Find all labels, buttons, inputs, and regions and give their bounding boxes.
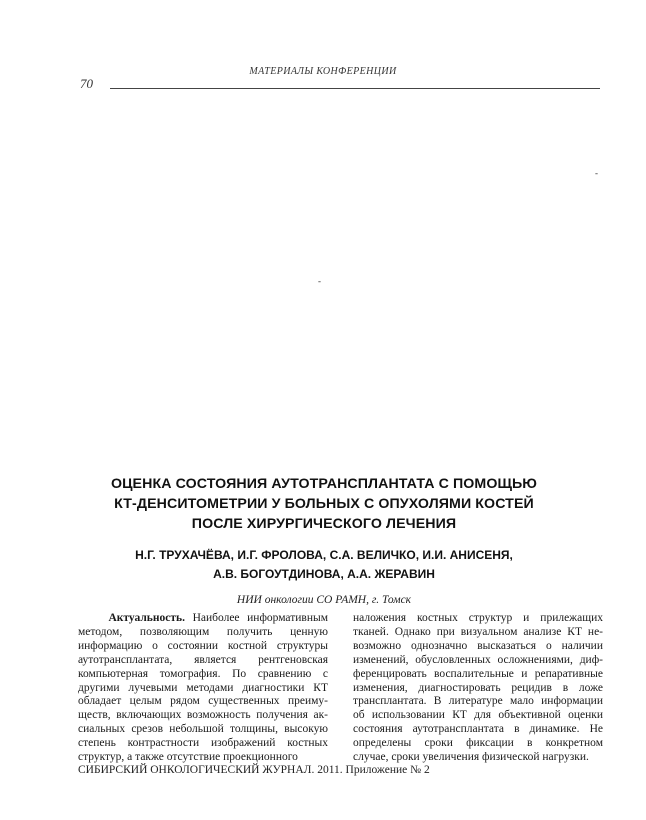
text-line: трансплантата. В литературе мало информации: [353, 695, 603, 708]
text-line: структур, а также отсутствие проекционного: [78, 751, 298, 764]
text-line: [78, 612, 328, 626]
body-column-right: [353, 612, 603, 765]
title-line: ОЦЕНКА СОСТОЯНИЯ АУТОТРАНСПЛАНТАТА С ПОМОЩЬЮ: [110, 476, 538, 492]
text-line: случае, сроки увеличения физической нагрузки.: [353, 751, 589, 764]
text-line: степень контрастности изображений костных: [78, 737, 328, 750]
article-title: [60, 474, 588, 534]
running-header: МАТЕРИАЛЫ КОНФЕРЕНЦИИ: [249, 66, 397, 77]
text-line: наложения костных структур и прилежащих: [353, 612, 603, 624]
journal-footer: СИБИРСКИЙ ОНКОЛОГИЧЕСКИЙ ЖУРНАЛ. 2011. Приложение № 2: [78, 764, 430, 776]
section-lead-label: Актуальность.: [108, 612, 185, 624]
text-line: тканей. Однако при визуальном анализе КТ не-: [353, 625, 603, 638]
text-line: другими лучевыми методами диагностики КТ: [78, 681, 328, 694]
text-line: методом, позволяющим получить ценную: [78, 625, 328, 638]
stray-mark: -: [595, 168, 598, 178]
author-line: А.В. БОГОУТДИНОВА, А.А. ЖЕРАВИН: [213, 567, 435, 581]
text-line: ществ, включающих возможность получения ак-: [78, 709, 328, 722]
text-line: определены сроки фиксации в конкретном: [353, 737, 603, 750]
text-line: возможно однозначно высказаться о наличии: [353, 639, 603, 652]
text-line: информацию о состоянии костной структуры: [78, 639, 328, 652]
affiliation: НИИ онкологии СО РАМН, г. Томск: [236, 594, 412, 606]
header-rule: [110, 88, 600, 89]
title-line: ПОСЛЕ ХИРУРГИЧЕСКОГО ЛЕЧЕНИЯ: [191, 516, 457, 532]
body-column-left: [78, 612, 328, 765]
text-line: компьютерная томография. По сравнению с: [78, 667, 328, 680]
text-line: состояния аутотрансплантата в динамике. Не: [353, 723, 603, 736]
text-fragment: Наиболее информативным: [184, 612, 328, 624]
text-line: изменений, обусловленных осложнениями, диф-: [353, 653, 603, 666]
text-line: обладает целым рядом существенных преиму-: [78, 695, 328, 708]
stray-mark: -: [318, 276, 321, 286]
author-list: [60, 546, 588, 584]
title-line: КТ-ДЕНСИТОМЕТРИИ У БОЛЬНЫХ С ОПУХОЛЯМИ КОСТЕЙ: [114, 496, 534, 512]
author-line: Н.Г. ТРУХАЧЁВА, И.Г. ФРОЛОВА, С.А. ВЕЛИЧКО, И.И. АНИСЕНЯ,: [135, 548, 513, 562]
page-number: 70: [80, 76, 93, 91]
text-line: аутотрансплантата, является рентгеновская: [78, 653, 328, 666]
text-line: сиальных срезов небольшой толщины, высокую: [78, 723, 328, 736]
text-line: ференцировать воспалительные и репаративные: [353, 667, 603, 680]
text-line: об использовании КТ для объективной оценки: [353, 709, 603, 722]
text-line: изменения, диагностировать рецидив в ложе: [353, 681, 603, 694]
